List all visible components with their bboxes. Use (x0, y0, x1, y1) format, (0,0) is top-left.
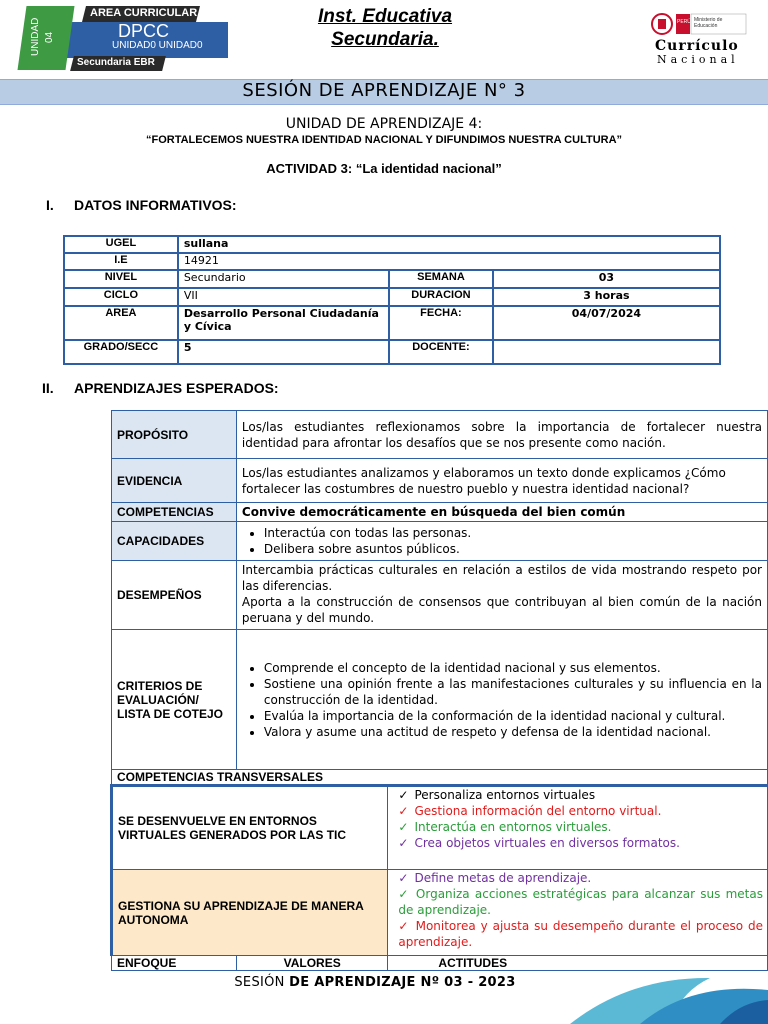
footer-prefix: SESIÓN (234, 975, 290, 990)
table-row (112, 770, 768, 786)
autonoma-list (388, 870, 768, 956)
institution-name: Inst. Educativa Secundaria. (317, 6, 453, 50)
table-row (112, 956, 768, 971)
unit-badge-vertical-label: UNIDAD (30, 17, 41, 57)
table-row (112, 786, 768, 870)
fecha-value: 04/07/2024 (493, 306, 720, 340)
area-name: DPCC (118, 21, 170, 41)
section-2-number: II. (42, 380, 54, 396)
proposito-value: Los/las estudiantes reflexionamos sobre la importancia de fortalecer nuestra identidad para afrontar los desafíos que se nos presente como nación. (236, 411, 767, 459)
table-row (64, 340, 720, 364)
datos-table (63, 235, 721, 365)
table-row (112, 411, 768, 459)
ie-label: I.E (64, 253, 178, 270)
tic-label: SE DESENVUELVE EN ENTORNOS VIRTUALES GENERADOS POR LAS TIC (112, 786, 388, 870)
docente-value (493, 340, 720, 364)
list-item: • Comprende el concepto de la identidad nacional y sus elementos. (264, 660, 762, 676)
grado-label: GRADO/SECC (64, 340, 178, 364)
semana-label: SEMANA (389, 270, 493, 288)
list-item: ✓ Organiza acciones estratégicas para alcanzar sus metas de aprendizaje. (398, 886, 763, 918)
table-row (112, 630, 768, 770)
unit-badge-vertical-number: 04 (44, 31, 55, 43)
proposito-label: PROPÓSITO (112, 411, 237, 459)
duracion-label: DURACION (389, 288, 493, 306)
area-label: AREA (64, 306, 178, 340)
unit-label: UNIDAD DE APRENDIZAJE 4: (285, 116, 483, 132)
table-row (112, 503, 768, 522)
ciclo-label: CICLO (64, 288, 178, 306)
list-item: ✓ Monitorea y ajusta su desempeño durante el proceso de aprendizaje. (398, 918, 763, 950)
autonoma-label: GESTIONA SU APRENDIZAJE DE MANERA AUTONOMA (112, 870, 388, 956)
list-item: • Delibera sobre asuntos públicos. (264, 541, 762, 557)
footer-wave-decoration (570, 972, 768, 1024)
ciclo-value: VII (178, 288, 389, 306)
list-item: ✓ Gestiona información del entorno virtual. (398, 803, 763, 819)
table-row (64, 288, 720, 306)
valores-label: VALORES (236, 956, 388, 971)
grado-value: 5 (178, 340, 389, 364)
list-item: • Valora y asume una actitud de respeto y defensa de la identidad nacional. (264, 724, 762, 740)
unit-subtitle: UNIDAD0 UNIDAD0 (112, 40, 203, 51)
list-item: • Evalúa la importancia de la conformación de la identidad nacional y cultural. (264, 708, 762, 724)
nivel-label: NIVEL (64, 270, 178, 288)
minedu-logo (650, 12, 760, 40)
criterios-label: CRITERIOS DE EVALUACIÓN/ LISTA DE COTEJO (112, 630, 237, 770)
competencias-label: COMPETENCIAS (112, 503, 237, 522)
logo-peru-text: PERÚ (677, 19, 691, 25)
duracion-value: 3 horas (493, 288, 720, 306)
list-item: ✓ Crea objetos virtuales en diversos formatos. (398, 835, 763, 851)
area-value: Desarrollo Personal Ciudadanía y Cívica (178, 306, 389, 340)
list-item: ✓ Define metas de aprendizaje. (398, 870, 763, 886)
table-row (64, 306, 720, 340)
docente-label: DOCENTE: (389, 340, 493, 364)
desempeno-2: Aporta a la construcción de consensos que contribuyan al bien común de la nación peruana y del mundo. (241, 595, 762, 625)
capacidades-label: CAPACIDADES (112, 522, 237, 561)
fecha-label: FECHA: (389, 306, 493, 340)
area-curricular-label: AREA CURRICULAR (90, 7, 198, 19)
activity-title: ACTIVIDAD 3: “La identidad nacional” (266, 161, 502, 176)
ie-value: 14921 (178, 253, 720, 270)
table-row (112, 870, 768, 956)
table-row (112, 459, 768, 503)
logo-ministry-text: Ministerio de Educación (694, 17, 723, 29)
list-item: ✓ Interactúa en entornos virtuales. (398, 819, 763, 835)
list-item: ✓ Personaliza entornos virtuales (398, 787, 763, 803)
tic-list (388, 786, 768, 870)
evidencia-value: Los/las estudiantes analizamos y elaboramos un texto donde explicamos ¿Cómo fortalecer las costumbres de nuestro pueblo y nuestra identidad nacional? (236, 459, 767, 503)
section-1-title: DATOS INFORMATIVOS: (74, 197, 237, 213)
session-title: SESIÓN DE APRENDIZAJE N° 3 (242, 80, 526, 101)
table-row (64, 270, 720, 288)
curriculo-text: Currículo (655, 38, 739, 54)
level-label: Secundaria EBR (77, 57, 155, 68)
nacional-text: Nacional (657, 53, 739, 66)
capacidades-list (236, 522, 767, 561)
transversales-label: COMPETENCIAS TRANSVERSALES (112, 770, 768, 786)
section-1-number: I. (46, 197, 54, 213)
table-row (64, 236, 720, 253)
evidencia-label: EVIDENCIA (112, 459, 237, 503)
ugel-value: sullana (178, 236, 720, 253)
section-2-title: APRENDIZAJES ESPERADOS: (74, 380, 279, 396)
aprendizajes-table (110, 410, 768, 971)
criterios-list (236, 630, 767, 770)
footer-title: DE APRENDIZAJE Nº 03 - 2023 (289, 975, 516, 990)
desempenos-value (236, 561, 767, 630)
enfoque-label: ENFOQUE (112, 956, 237, 971)
desempenos-label: DESEMPEÑOS (112, 561, 237, 630)
unit-title: “FORTALECEMOS NUESTRA IDENTIDAD NACIONAL Y DIFUNDIMOS NUESTRA CULTURA” (145, 134, 623, 146)
desempeno-1: Intercambia prácticas culturales en relación a estilos de vida mostrando respeto por las diferencias. (241, 563, 762, 593)
competencias-value: Convive democráticamente en búsqueda del bien común (236, 503, 767, 522)
nivel-value: Secundario (178, 270, 389, 288)
actitudes-label: ACTITUDES (388, 956, 768, 971)
semana-value: 03 (493, 270, 720, 288)
table-row (64, 253, 720, 270)
list-item: • Interactúa con todas las personas. (264, 525, 762, 541)
list-item: • Sostiene una opinión frente a las manifestaciones culturales y su influencia en la construcción de la identidad. (264, 676, 762, 708)
ugel-label: UGEL (64, 236, 178, 253)
table-row (112, 522, 768, 561)
table-row (112, 561, 768, 630)
